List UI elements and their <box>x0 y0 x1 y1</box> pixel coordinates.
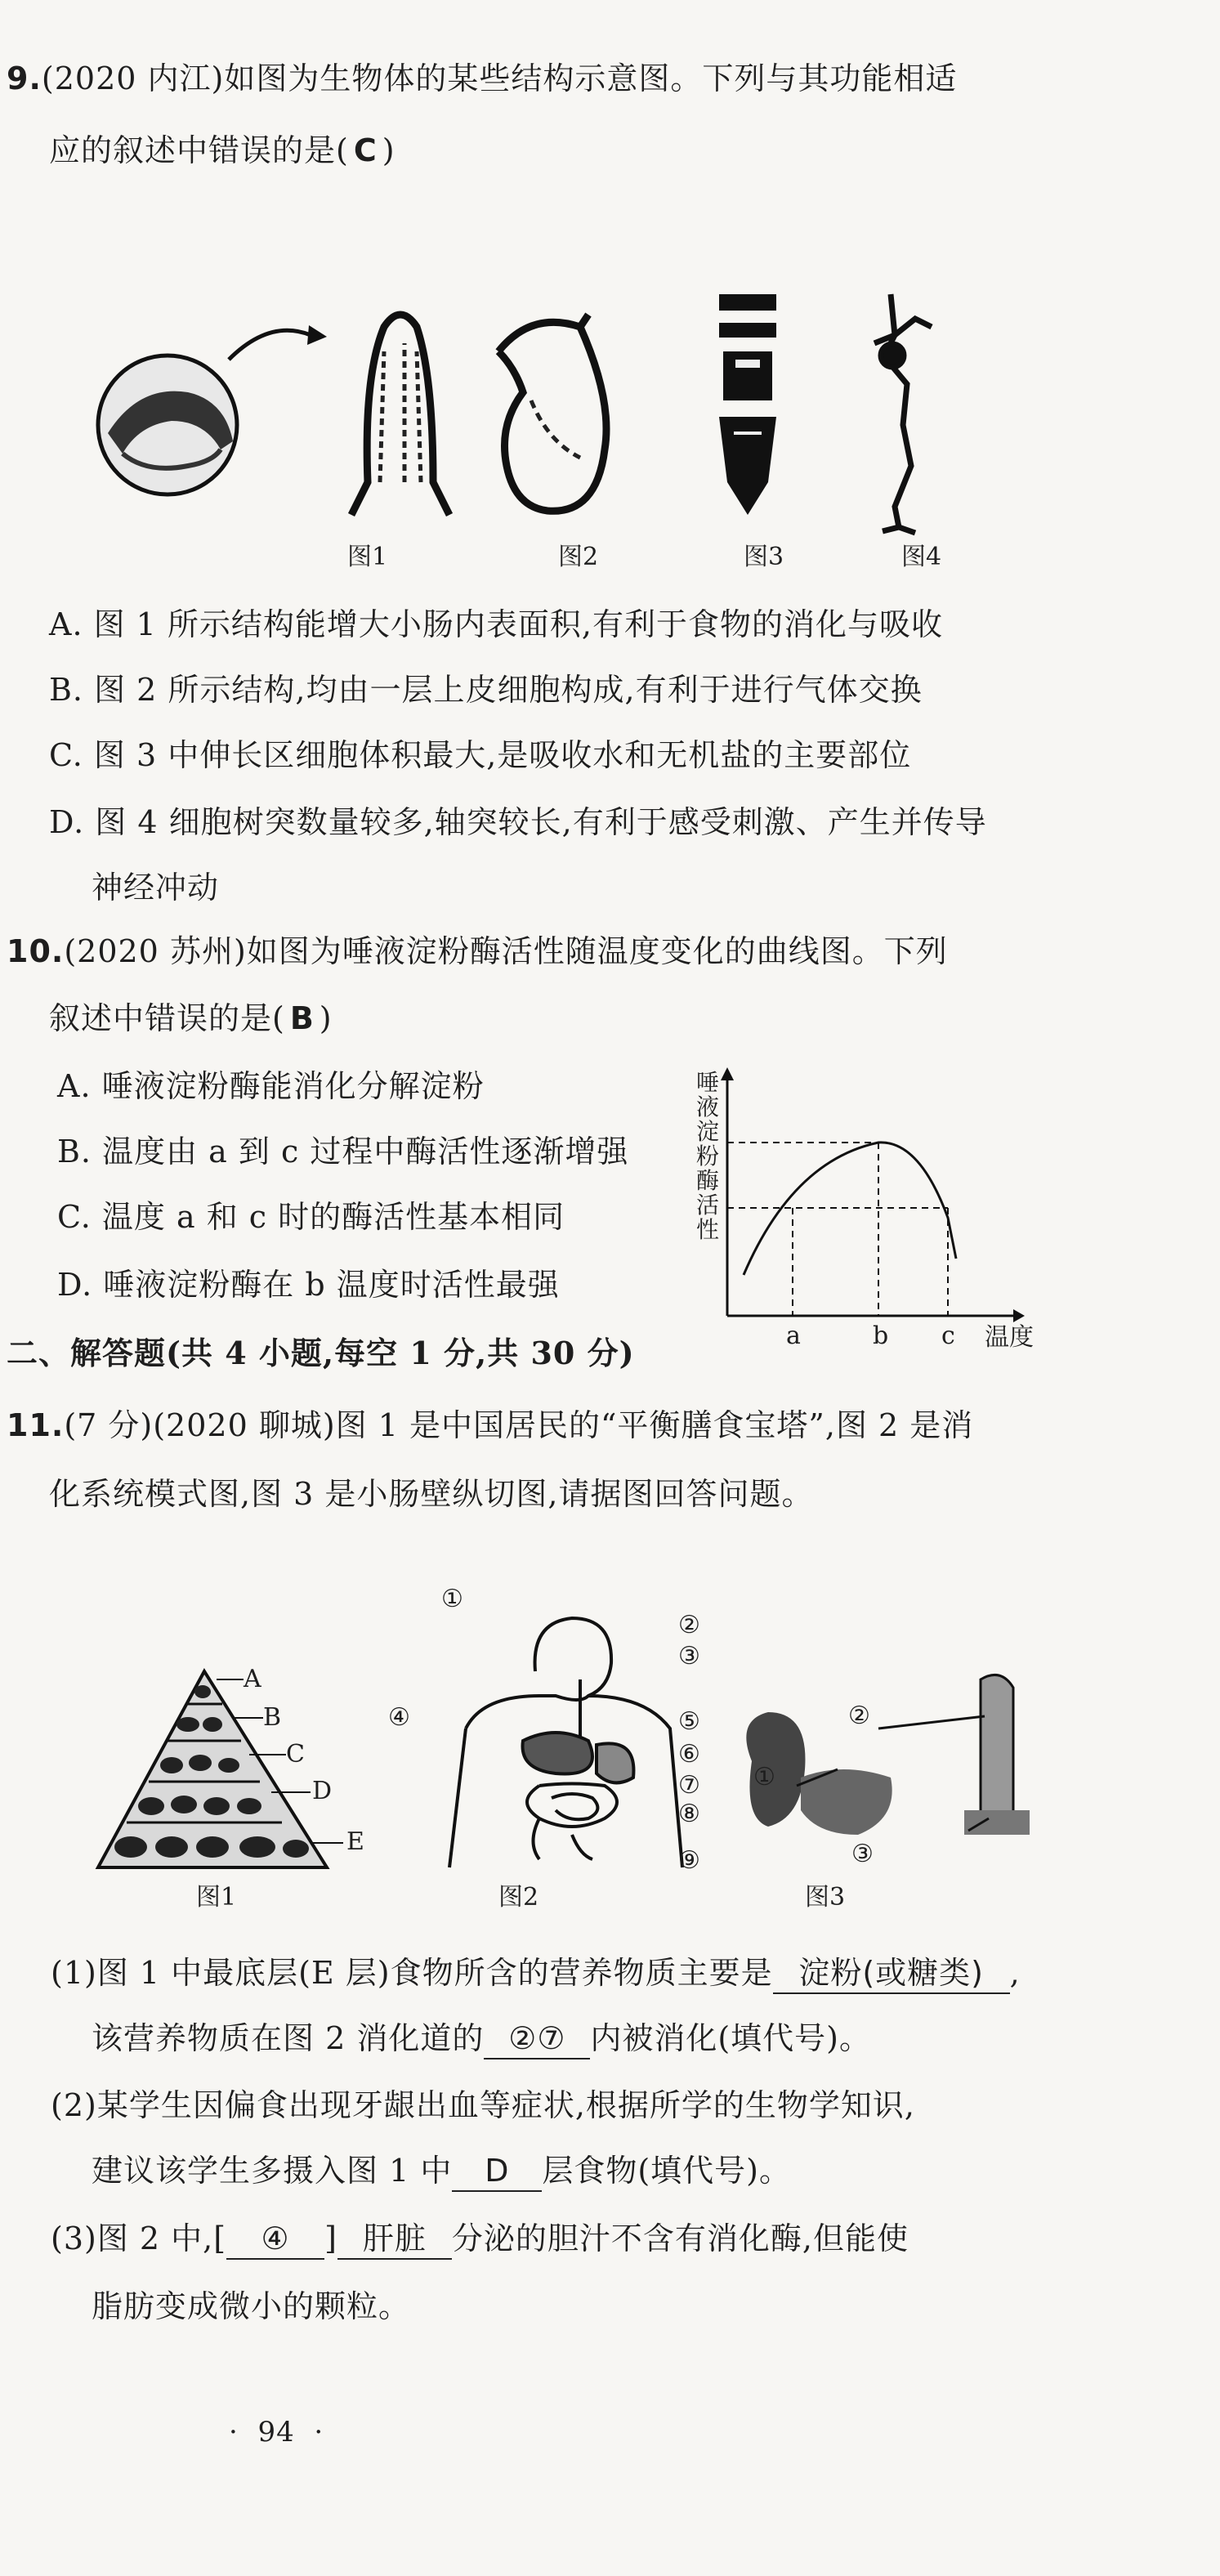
digestive-label-8: ⑧ <box>678 1800 700 1828</box>
pyramid-label-c: C <box>286 1740 305 1769</box>
q11-figures <box>82 1573 1062 1892</box>
q9-line2 <box>49 131 395 170</box>
q11-p1-text3: 内被消化(填代号)。 <box>590 2020 871 2056</box>
chart-x-tick-a: a <box>786 1322 801 1350</box>
q11-fig3-label: 图3 <box>805 1883 846 1912</box>
q11-p3-blank2: 肝脏 <box>337 2219 452 2260</box>
intestine-label-2: ② <box>848 1702 870 1730</box>
y-label-char: 粉 <box>696 1143 720 1169</box>
pyramid-label-d: D <box>312 1777 333 1805</box>
q11-stem-line2: 化系统模式图,图 3 是小肠壁纵切图,请据图回答问题。 <box>49 1476 814 1512</box>
q11-p1-blank1: 淀粉(或糖类) <box>773 1953 1010 1994</box>
y-label-char: 活 <box>696 1192 720 1219</box>
q11-p2-line1: (2)某学生因偏食出现牙龈出血等症状,根据所学的生物学知识, <box>51 2087 915 2123</box>
q11-stem-line1: (7 分)(2020 聊城)图 1 是中国居民的“平衡膳食宝塔”,图 2 是消 <box>64 1407 974 1443</box>
villus-cross-section-figure <box>98 325 327 494</box>
q11-p2-text2: 层食物(填代号)。 <box>542 2153 791 2189</box>
y-label-char: 淀 <box>696 1118 720 1145</box>
q11-p1-line2 <box>92 2019 871 2059</box>
q11-p1-comma: , <box>1009 1955 1021 1991</box>
enzyme-activity-chart <box>686 1062 1030 1357</box>
q11-p3-bracket: ] <box>324 2220 337 2256</box>
q10-stem-line1: (2020 苏州)如图为唾液淀粉酶活性随温度变化的曲线图。下列 <box>64 933 948 969</box>
q10-option-b: B. 温度由 a 到 c 过程中酶活性逐渐增强 <box>57 1134 629 1169</box>
page-dot-left: · <box>229 2416 258 2449</box>
digestive-system-figure <box>449 1618 682 1867</box>
section2-heading: 二、解答题(共 4 小题,每空 1 分,共 30 分) <box>7 1335 635 1371</box>
q9-figures <box>90 278 1005 539</box>
digestive-label-2: ② <box>678 1611 700 1639</box>
y-label-char: 唾 <box>696 1069 720 1096</box>
q9-fig2-label: 图2 <box>558 543 599 571</box>
q9-option-b: B. 图 2 所示结构,均由一层上皮细胞构成,有利于进行气体交换 <box>49 672 923 708</box>
q10-stem-line2: 叙述中错误的是( <box>49 1000 285 1036</box>
q9-paren-close: ) <box>382 132 395 168</box>
q9-fig4-label: 图4 <box>901 543 942 571</box>
q11-line1 <box>7 1406 973 1445</box>
q9-option-d: D. 图 4 细胞树突数量较多,轴突较长,有利于感受刺激、产生并传导 <box>49 804 987 840</box>
q10-answer: B <box>289 1000 315 1036</box>
q11-p2-blank: D <box>452 2151 542 2192</box>
q11-p3-line2: 脂肪变成微小的颗粒。 <box>92 2288 411 2324</box>
page-number-value: 94 <box>257 2416 295 2449</box>
y-label-char: 液 <box>696 1093 720 1120</box>
q9-fig1-label: 图1 <box>347 543 388 571</box>
digestive-label-1: ① <box>441 1585 463 1613</box>
chart-x-tick-c: c <box>941 1322 955 1350</box>
alveolus-figure <box>498 315 606 511</box>
q11-p1-blank2: ②⑦ <box>484 2019 590 2059</box>
neuron-figure <box>874 294 932 533</box>
q10-option-d: D. 唾液淀粉酶在 b 温度时活性最强 <box>57 1267 560 1303</box>
q10-number: 10. <box>7 933 65 969</box>
q10-paren-close: ) <box>319 1000 333 1036</box>
q11-p1-text: (1)图 1 中最底层(E 层)食物所含的营养物质主要是 <box>51 1955 773 1991</box>
chart-y-label <box>696 1071 721 1242</box>
q9-fig3-label: 图3 <box>744 543 784 571</box>
q11-p3-blank1: ④ <box>226 2219 324 2260</box>
q9-option-c: C. 图 3 中伸长区细胞体积最大,是吸收水和无机盐的主要部位 <box>49 737 912 773</box>
page-dot-right: · <box>294 2416 324 2449</box>
q10-option-c: C. 温度 a 和 c 时的酶活性基本相同 <box>57 1199 565 1235</box>
q10-line1 <box>7 932 948 971</box>
page-number <box>229 2413 324 2452</box>
q11-p3-text: (3)图 2 中,[ <box>51 2220 227 2256</box>
q9-option-d-cont: 神经冲动 <box>92 870 220 906</box>
q11-p2-line2 <box>92 2151 791 2192</box>
q9-answer: C <box>353 132 378 168</box>
q9-stem-line2: 应的叙述中错误的是( <box>49 132 349 168</box>
pyramid-label-a: A <box>244 1665 261 1693</box>
q9-number: 9. <box>7 60 42 96</box>
q11-p1-text2: 该营养物质在图 2 消化道的 <box>92 2020 485 2056</box>
villus-figure <box>351 315 449 515</box>
root-tip-figure <box>719 294 776 515</box>
q9-stem-line1: (2020 内江)如图为生物体的某些结构示意图。下列与其功能相适 <box>41 60 958 96</box>
digestive-label-9: ⑨ <box>678 1846 700 1875</box>
y-label-char: 性 <box>696 1216 720 1243</box>
food-pyramid-figure <box>98 1671 343 1867</box>
pyramid-label-b: B <box>263 1703 282 1732</box>
digestive-label-4: ④ <box>388 1703 410 1732</box>
chart-x-tick-b: b <box>873 1322 889 1350</box>
q9-option-a: A. 图 1 所示结构能增大小肠内表面积,有利于食物的消化与吸收 <box>49 606 944 642</box>
intestine-label-3: ③ <box>851 1840 874 1868</box>
digestive-label-6: ⑥ <box>678 1740 700 1769</box>
q11-number: 11. <box>7 1407 65 1443</box>
chart-x-label: 温度 <box>985 1323 1034 1352</box>
q9-line1 <box>7 59 957 98</box>
intestine-wall-figure <box>746 1675 1030 1835</box>
digestive-label-3: ③ <box>678 1642 700 1670</box>
y-label-char: 酶 <box>696 1167 720 1194</box>
q11-p3-line1 <box>51 2219 909 2260</box>
q11-p1-line1 <box>51 1953 1021 1994</box>
q11-p3-text2: 分泌的胆汁不含有消化酶,但能使 <box>451 2220 909 2256</box>
digestive-label-7: ⑦ <box>678 1771 700 1800</box>
q10-line2 <box>49 999 333 1038</box>
q11-fig2-label: 图2 <box>498 1883 539 1912</box>
q11-p2-text: 建议该学生多摄入图 1 中 <box>92 2153 453 2189</box>
pyramid-label-e: E <box>346 1827 364 1856</box>
intestine-label-1: ① <box>753 1763 775 1791</box>
q10-option-a: A. 唾液淀粉酶能消化分解淀粉 <box>57 1068 485 1104</box>
digestive-label-5: ⑤ <box>678 1707 700 1736</box>
q11-fig1-label: 图1 <box>196 1883 237 1912</box>
